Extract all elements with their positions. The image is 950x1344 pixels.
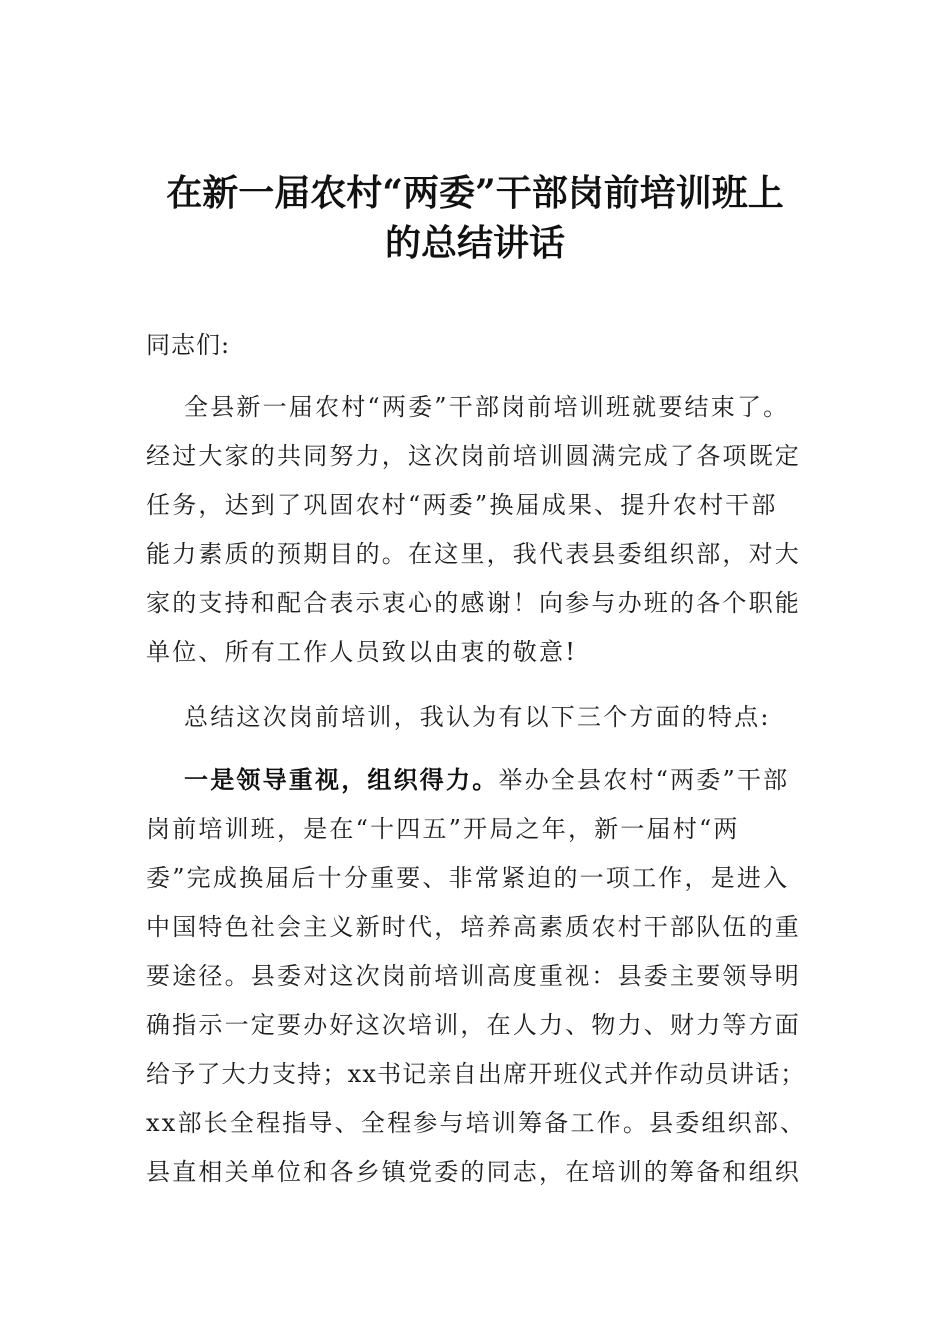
paragraph-3-line-9: 县直相关单位和各乡镇党委的同志，在培训的筹备和组织	[146, 1158, 801, 1186]
paragraph-3-line-5: 要途径。县委对这次岗前培训高度重视：县委主要领导明	[146, 962, 801, 990]
paragraph-3-line-7: 给予了大力支持；xx书记亲自出席开班仪式并作动员讲话；	[146, 1060, 806, 1088]
paragraph-1-line-4: 能力素质的预期目的。在这里，我代表县委组织部，对大	[146, 540, 801, 568]
document-title-line-1: 在新一届农村“两委”干部岗前培训班上	[166, 172, 784, 214]
paragraph-1-line-6: 单位、所有工作人员致以由衷的敬意!	[146, 638, 578, 666]
document-title-line-2: 的总结讲话	[384, 222, 565, 264]
paragraph-1-line-5: 家的支持和配合表示衷心的感谢！向参与办班的各个职能	[146, 589, 801, 617]
paragraph-1-line-3: 任务，达到了巩固农村“两委”换届成果、提升农村干部	[146, 491, 778, 519]
paragraph-1-line-1: 全县新一届农村“两委”干部岗前培训班就要结束了。	[184, 393, 790, 421]
paragraph-3-line-8: xx部长全程指导、全程参与培训筹备工作。县委组织部、	[146, 1109, 807, 1137]
paragraph-3-line-3: 委”完成换届后十分重要、非常紧迫的一项工作，是进入	[146, 864, 790, 892]
paragraph-3-line-1-text: 举办全县农村“两委”干部	[498, 766, 790, 794]
paragraph-1-line-2: 经过大家的共同努力，这次岗前培训圆满完成了各项既定	[146, 442, 801, 470]
greeting: 同志们:	[146, 331, 231, 359]
paragraph-3-heading: 一是领导重视，组织得力。	[184, 765, 499, 794]
paragraph-3-line-2: 岗前培训班，是在“十四五”开局之年，新一届村“两	[146, 815, 740, 843]
paragraph-3-line-4: 中国特色社会主义新时代，培养高素质农村干部队伍的重	[146, 913, 801, 941]
paragraph-3-line-1	[184, 760, 789, 800]
paragraph-2: 总结这次岗前培训，我认为有以下三个方面的特点:	[184, 703, 771, 731]
paragraph-3-line-6: 确指示一定要办好这次培训，在人力、物力、财力等方面	[146, 1011, 801, 1039]
